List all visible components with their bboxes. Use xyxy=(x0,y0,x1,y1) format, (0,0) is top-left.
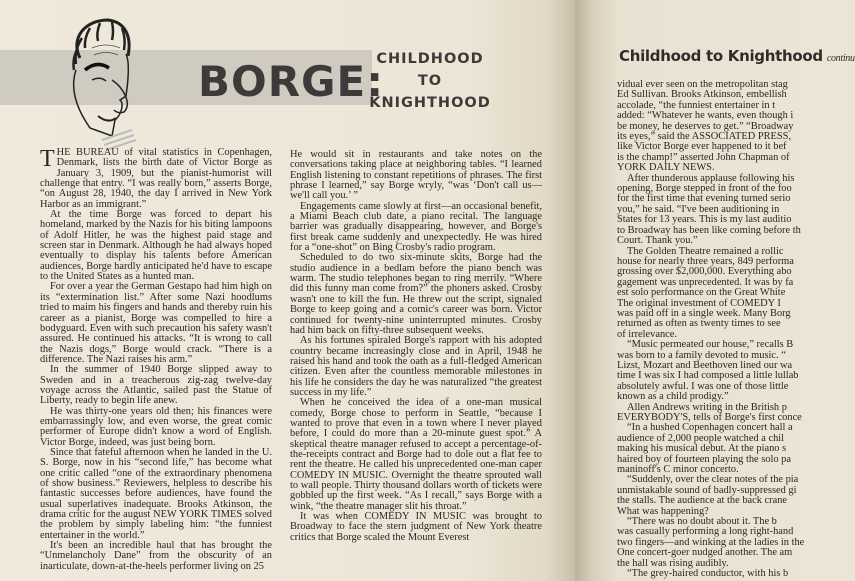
text-line: making his musical debut. At the piano s xyxy=(617,443,787,455)
text-line: is the champ!” asserted John Chapman of xyxy=(617,151,790,163)
text-line: like Victor Borge ever happened to it bef xyxy=(617,141,787,153)
text-line: house for nearly three years, 849 performa xyxy=(617,255,794,267)
continued-title: Childhood to Knighthood xyxy=(619,47,823,65)
text-line: Lizst, Mozart and Beethoven lined our wa xyxy=(617,359,793,371)
text-column-1 xyxy=(40,148,272,572)
text-line: its eyes,” said the ASSOCIATED PRESS, xyxy=(617,131,792,143)
text-line: two fingers—and winking at the ladies in the xyxy=(617,536,805,548)
paragraph: It's been an incredible haul that has brought the “Unmelancholy Dane” from the obscurity of an inarticulate, down-at-the-heels performer living on 25 xyxy=(40,540,272,572)
article-subtitle xyxy=(360,48,500,114)
text-line: YORK DAILY NEWS. xyxy=(617,162,715,174)
text-line: absolutely awful. I was one of those little xyxy=(617,380,789,392)
text-line: the hall was rising audibly. xyxy=(617,557,729,569)
text-line: returned as often as twenty times to see xyxy=(617,318,781,330)
text-line: grossing over $2,000,000. Everything abo xyxy=(617,266,792,278)
subtitle-line: TO xyxy=(417,73,443,89)
paragraph: Scheduled to do two six-minute skits, Borge had the studio audience in a bedlam before the piano bench was warm. The studio telephones began to ring merrily. “Where did this funny man come from?” the phoners asked. Crosby wasn't one to kill the fun. He threw out the script, signaled Borge to keep going and a comic's career was born. Victor continued for twenty-nine uninterrupted minutes. Crosby had him back on fifty-three subsequent weeks. xyxy=(290,252,542,336)
text-line: Ed Sullivan. Brooks Atkinson, embellish xyxy=(617,89,787,101)
text-line: gagement was unprecedented. It was by fa xyxy=(617,276,794,288)
paragraph: He was thirty-one years old then; his finances were embarrassingly low, and even worse, the great comic performer of Europe didn't know a word of English. Victor Borge, indeed, was just being born. xyxy=(40,405,272,448)
text-line: unmistakable sound of badly-suppressed gi xyxy=(617,484,797,496)
paragraph: For over a year the German Gestapo had him high on its “extermination list.” After some Nazi hoodlums tried to maim his fingers and hands and thereby ruin his career as a pianist, Borge was compelled to hire a bodyguard. Even with such precaution his safety wasn't assured. He continued his attacks. “It is wrong to call the Nazis dogs,” Borge would crack. “There is a difference. The Nazi raises his arm.” xyxy=(40,281,273,365)
text-line: EVERYBODY'S, tells of Borge's first conce xyxy=(617,412,802,423)
paragraph: Engagements came slowly at first—an occasional benefit, a Miami Beach club date, a piano recital. The language barrier was gradually disappearing, however, and Borge's first break came suddenly and unexpectedly. He was hired for a “one-shot” on Bing Crosby's radio program. xyxy=(290,200,542,254)
text-line: est solo performance on the Great White xyxy=(617,287,786,299)
paragraph: Since that fateful afternoon when he landed in the U. S. Borge, now in his “second life,” has become what one critic called “one of the extraordinary phenomena of show business.” Reviewers, helpless to describe his fantastic successes before audiences, have found the usual superlatives inadequate. Brooks Atkinson, the drama critic for the august NEW YORK TIMES solved the problem by simply labeling him: “the funniest entertainer in the world.” xyxy=(40,446,272,541)
text-line: maninoff's C minor concerto. xyxy=(617,464,739,476)
text-line: added: “Whatever he wants, even though i xyxy=(617,110,794,122)
text-line: for the first time that evening turned serio xyxy=(617,193,791,205)
text-line: accolade, “the funniest entertainer in t xyxy=(617,99,776,111)
paragraph: When he conceived the idea of a one-man musical comedy, Borge chose to perform in Seattle, “because I wanted to prove that even in a town where I never played before, I could do more than a 20-minute guest spot.” A skeptical theatre manager refused to accept a percentage-of-the-receipts contract and Borge had to dole out a flat fee to rent the theatre. He called his unprecedented one-man caper COMEDY IN MUSIC. Overnight the theatre sprouted wall to wall people. Thirty thousand dollars worth of tickets were gobbled up the first week. “As I recall,” says Borge with a wink, “the theatre manager slit his throat.” xyxy=(290,397,542,512)
continued-header xyxy=(619,47,855,65)
text-line: After thunderous applause following his xyxy=(627,172,795,184)
text-line: States for 13 years. This is my last auditio xyxy=(617,214,792,226)
right-page xyxy=(575,0,855,581)
article-title: BORGE: xyxy=(198,57,385,106)
text-line: of irrelevance. xyxy=(617,328,677,340)
text-line: The original investment of COMEDY I xyxy=(617,297,781,309)
text-line: “Suddenly, over the clear notes of the pia xyxy=(627,474,799,486)
text-line: was casually performing a long right-hand xyxy=(617,526,794,538)
text-line: One concert-goer nudged another. The am xyxy=(617,547,793,559)
text-line: opening, Borge stepped in front of the foo xyxy=(617,183,792,195)
paragraph: As his fortunes spiraled Borge's rapport with his adopted country became increasingly close and in April, 1948 he raised his hand and took the oath as a full-fledged American citizen. Even after the countless memorable milestones in his life he considers the day he was naturalized “the greatest success in my life.” xyxy=(290,335,542,398)
text-line: “In a hushed Copenhagen concert hall a xyxy=(627,422,793,434)
text-line: “There was no doubt about it. The b xyxy=(627,516,777,528)
text-line: “The grey-haired conductor, with his b xyxy=(627,568,789,580)
paragraph: It was when COMEDY IN MUSIC was brought to Broadway to face the stern judgment of New York theatre critics that Borge scaled the Mount Everest xyxy=(290,511,542,543)
text-line: be money, he deserves to get.” “Broadway xyxy=(617,120,794,132)
text-line: “Music permeated our house,” recalls B xyxy=(627,339,794,351)
text-line: the stalls. The audience at the back crane xyxy=(617,495,788,507)
text-column-3 xyxy=(617,80,817,580)
text-line: The Golden Theatre remained a rollic xyxy=(627,245,784,257)
paragraph-text: HE BUREAU of vital statistics in Copenhagen, Denmark, lists the birth date of Victor Borge as January 3, 1909, but the pianist-humorist will challenge that entry. “I was really born,” asserts Borge, “on August 28, 1940, the day I arrived in New York Harbor as an immigrant.” xyxy=(40,147,272,210)
continued-label: continu xyxy=(826,53,855,64)
text-line: What was happening? xyxy=(617,505,709,517)
paragraph: He would sit in restaurants and take notes on the conversations taking place at neighboring tables. “I learned English listening to constant repetitions of phrases. The first phrase I learned,” say Borge wryly, “was ‘Don't call us—we'll call you.’ ” xyxy=(290,149,542,202)
paragraph: In the summer of 1940 Borge slipped away to Sweden and in a treacherous zig-zag twelve-day voyage across the Atlantic, sailed past the Statue of Liberty, ready to begin life anew. xyxy=(40,364,272,407)
text-line: vidual ever seen on the metropolitan stag xyxy=(617,79,788,90)
text-line: known as a child prodigy.” xyxy=(617,391,729,403)
text-line: time I was six I had composed a little lullab xyxy=(617,370,799,382)
paragraph: At the time Borge was forced to depart his homeland, marked by the Nazis for his biting lampoons of Adolf Hitler, he was the highest paid stage and screen star in Denmark. Although he had always hoped eventually to display his talents before American audiences, Borge hardly anticipated he'd have to escape to the United States as a hunted man. xyxy=(40,209,272,283)
drop-cap: T xyxy=(40,146,55,172)
text-line: was paid off in a single week. Many Borg xyxy=(617,307,791,319)
text-line: Allen Andrews writing in the British p xyxy=(627,401,787,413)
text-line: to Broadway has been like coming before th xyxy=(617,224,801,236)
text-line: haired boy of fourteen playing the solo pa xyxy=(617,453,791,465)
subtitle-line: CHILDHOOD xyxy=(376,51,484,67)
text-line: audience of 2,000 people watched a chil xyxy=(617,432,785,444)
paragraph xyxy=(40,148,272,210)
borge-caricature-illustration xyxy=(40,8,140,153)
subtitle-line: KNIGHTHOOD xyxy=(369,95,491,111)
text-line: you,” he said. “I've been auditioning in xyxy=(617,203,780,215)
text-column-2 xyxy=(290,150,542,543)
text-line: Court. Thank you.” xyxy=(617,235,698,247)
text-line: was born to a family devoted to music. “ xyxy=(617,349,786,361)
